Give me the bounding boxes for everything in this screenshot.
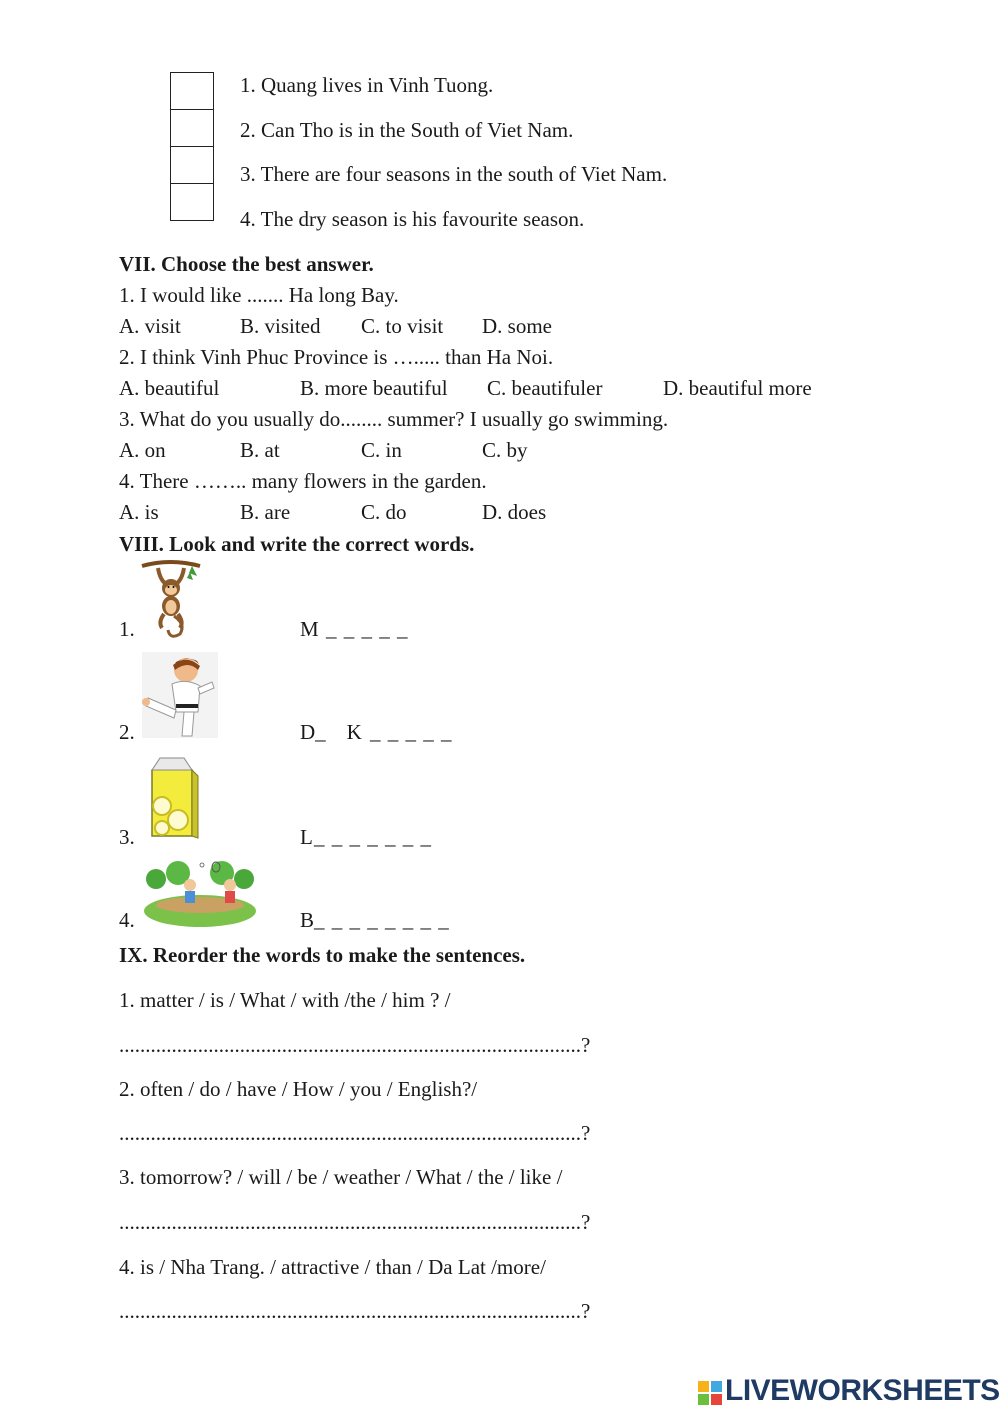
option-vii-3a[interactable]: A. on bbox=[119, 438, 166, 462]
question-vii-1: 1. I would like ....... Ha long Bay. bbox=[119, 283, 399, 307]
liveworksheets-logo bbox=[698, 1374, 998, 1410]
viii-number-1: 1. bbox=[119, 617, 135, 641]
option-vii-4d[interactable]: D. does bbox=[482, 500, 547, 524]
viii-blanks-1[interactable]: _ _ _ _ _ bbox=[326, 617, 409, 641]
option-vii-3c[interactable]: C. in bbox=[361, 438, 402, 462]
viii-hint-2: D_ K bbox=[300, 720, 362, 744]
badminton-kids-icon bbox=[142, 857, 258, 929]
answer-line-1[interactable]: ........................................................................................? bbox=[119, 1033, 591, 1057]
viii-blanks-4[interactable]: _ _ _ _ _ _ _ _ bbox=[314, 908, 450, 932]
reorder-prompt-4: 4. is / Nha Trang. / attractive / than / Da Lat /more/ bbox=[119, 1255, 546, 1279]
option-vii-3d[interactable]: C. by bbox=[482, 438, 528, 462]
liveworksheets-logo-text: LIVEWORKSHEETS bbox=[725, 1374, 1000, 1407]
tf-statement-1: 1. Quang lives in Vinh Tuong. bbox=[240, 73, 494, 97]
viii-number-2: 2. bbox=[119, 720, 135, 744]
answer-line-4[interactable]: ........................................................................................? bbox=[119, 1299, 591, 1323]
option-vii-2c[interactable]: C. beautifuler bbox=[487, 376, 603, 400]
option-vii-4c[interactable]: C. do bbox=[361, 500, 407, 524]
section-ix-title: IX. Reorder the words to make the sentences. bbox=[119, 943, 526, 967]
answer-box-2[interactable] bbox=[170, 109, 214, 147]
answer-line-2[interactable]: ........................................................................................? bbox=[119, 1121, 591, 1145]
lemonade-carton-icon bbox=[144, 756, 200, 840]
option-vii-2d[interactable]: D. beautiful more bbox=[663, 376, 812, 400]
option-vii-4a[interactable]: A. is bbox=[119, 500, 159, 524]
liveworksheets-logo-icon bbox=[698, 1381, 722, 1405]
question-vii-4: 4. There …….. many flowers in the garden. bbox=[119, 469, 487, 493]
answer-box-3[interactable] bbox=[170, 146, 214, 184]
question-vii-3: 3. What do you usually do........ summer? I usually go swimming. bbox=[119, 407, 669, 431]
viii-hint-3: L bbox=[300, 825, 313, 849]
answer-line-3[interactable]: ........................................................................................? bbox=[119, 1210, 591, 1234]
section-viii-title: VIII. Look and write the correct words. bbox=[119, 532, 475, 556]
monkey-icon bbox=[140, 560, 202, 638]
option-vii-1c[interactable]: C. to visit bbox=[361, 314, 444, 338]
viii-blanks-3[interactable]: _ _ _ _ _ _ _ bbox=[314, 825, 432, 849]
karate-boy-icon bbox=[142, 652, 218, 738]
viii-blanks-2[interactable]: _ _ _ _ _ bbox=[370, 720, 453, 744]
reorder-prompt-2: 2. often / do / have / How / you / English?/ bbox=[119, 1077, 478, 1101]
option-vii-1a[interactable]: A. visit bbox=[119, 314, 181, 338]
viii-hint-1: M bbox=[300, 617, 319, 641]
section-vii-title: VII. Choose the best answer. bbox=[119, 252, 374, 276]
viii-number-4: 4. bbox=[119, 908, 135, 932]
viii-number-3: 3. bbox=[119, 825, 135, 849]
tf-statement-4: 4. The dry season is his favourite season. bbox=[240, 207, 585, 231]
answer-box-4[interactable] bbox=[170, 183, 214, 221]
option-vii-1b[interactable]: B. visited bbox=[240, 314, 321, 338]
option-vii-3b[interactable]: B. at bbox=[240, 438, 280, 462]
question-vii-2: 2. I think Vinh Phuc Province is …..... than Ha Noi. bbox=[119, 345, 554, 369]
tf-statement-2: 2. Can Tho is in the South of Viet Nam. bbox=[240, 118, 574, 142]
tf-statement-3: 3. There are four seasons in the south of Viet Nam. bbox=[240, 162, 668, 186]
option-vii-1d[interactable]: D. some bbox=[482, 314, 552, 338]
option-vii-4b[interactable]: B. are bbox=[240, 500, 291, 524]
option-vii-2a[interactable]: A. beautiful bbox=[119, 376, 220, 400]
reorder-prompt-1: 1. matter / is / What / with /the / him ? / bbox=[119, 988, 451, 1012]
option-vii-2b[interactable]: B. more beautiful bbox=[300, 376, 448, 400]
answer-box-1[interactable] bbox=[170, 72, 214, 110]
viii-hint-4: B bbox=[300, 908, 315, 932]
reorder-prompt-3: 3. tomorrow? / will / be / weather / What / the / like / bbox=[119, 1165, 563, 1189]
